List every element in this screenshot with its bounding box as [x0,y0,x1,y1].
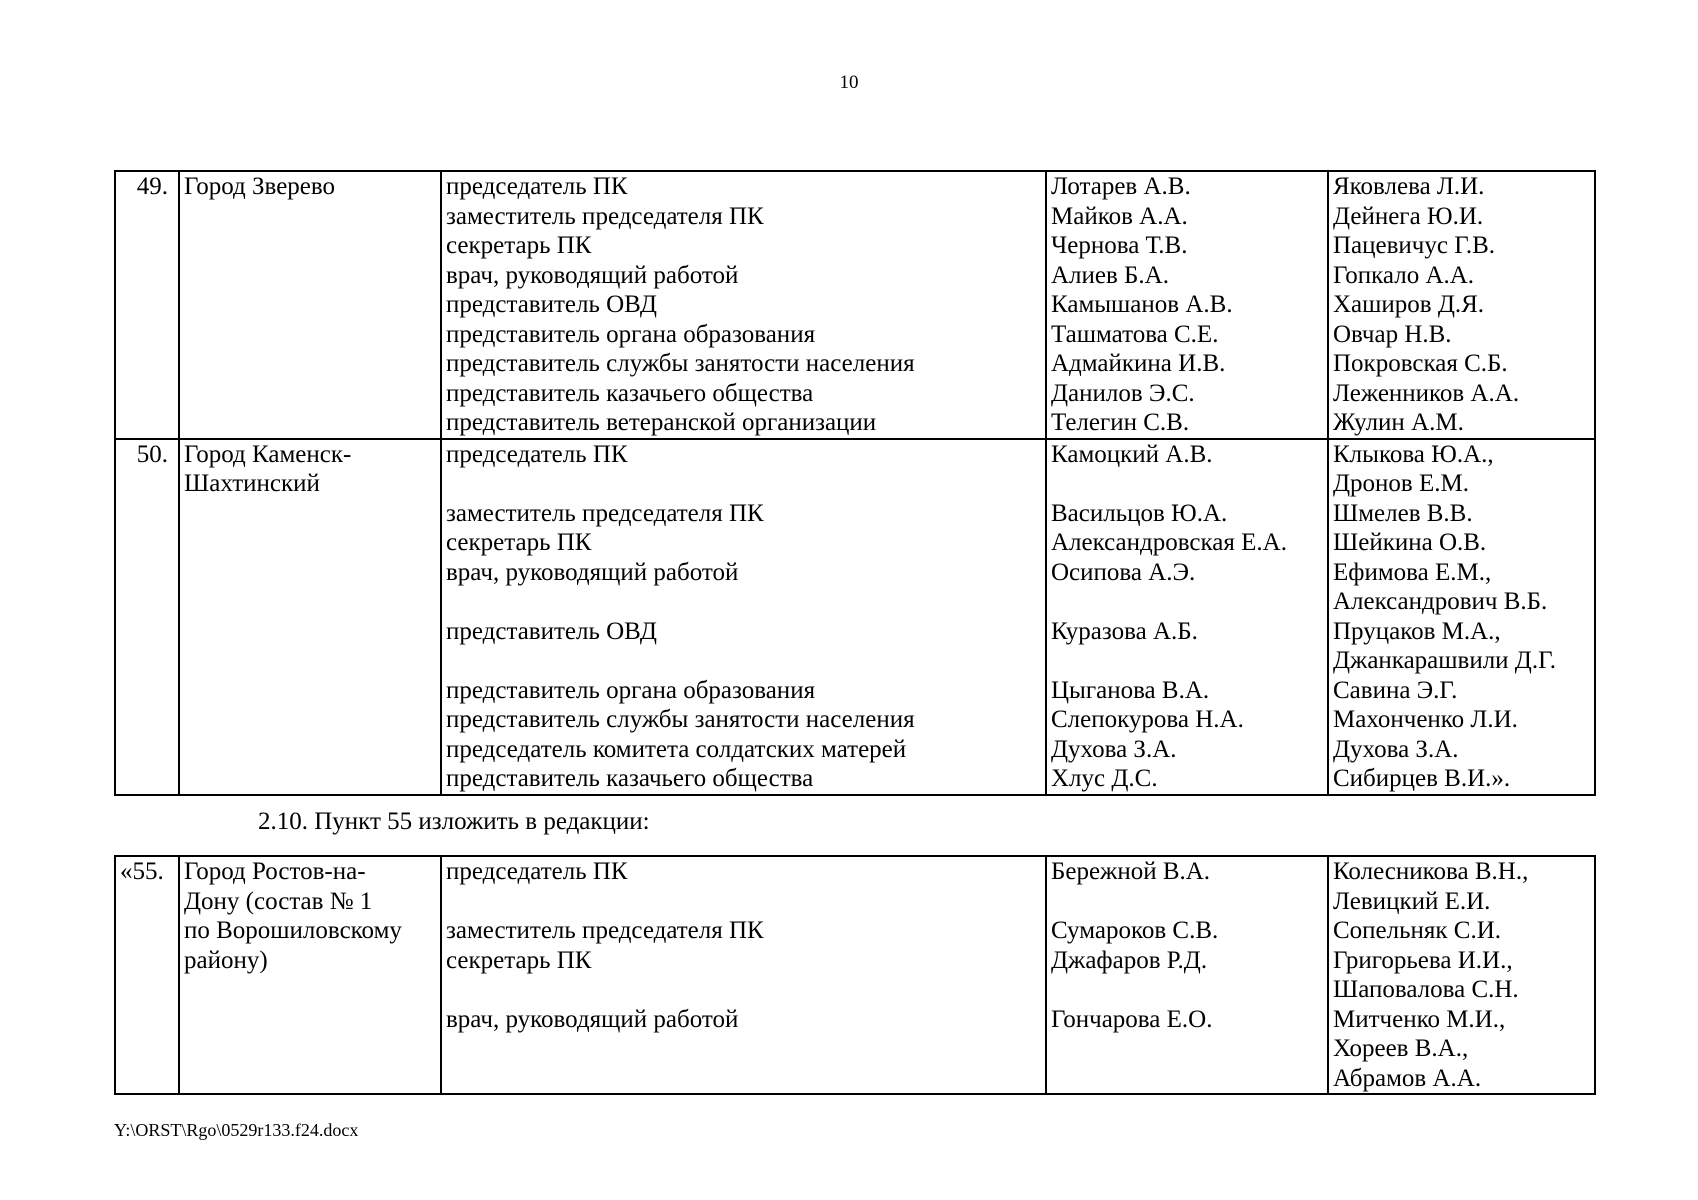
cell-line [446,1034,1041,1064]
reserve-cell [1328,439,1595,795]
cell-line: Шаповалова С.Н. [1333,976,1519,1003]
cell-line [446,587,1041,617]
city-cell [179,856,441,1094]
cell-line: Чернова Т.В. [1051,232,1188,259]
cell-line: заместитель председателя ПК [446,202,764,230]
cell-line: Духова З.А. [1333,735,1459,763]
cell-line [446,975,1041,1005]
cell-line: Сибирцев В.И.». [1333,765,1511,792]
cell-line: представитель казачьего общества [446,379,814,407]
table-row [115,171,1595,439]
cell-line: представитель казачьего общества [446,765,814,792]
row-number: 49. [115,171,179,439]
cell-line: врач, руководящий работой [446,1005,739,1033]
cell-line: Гончарова Е.О. [1051,1005,1213,1033]
row-number: «55. [115,856,179,1094]
cell-line: Осипова А.Э. [1051,558,1196,586]
cell-line: Духова З.А. [1051,735,1177,763]
cell-line: представитель ОВД [446,617,657,645]
table-row [115,856,1595,1094]
commission-table-2 [114,855,1596,1095]
cell-line: Дону (состав № 1 [184,887,373,915]
cell-line: Колесникова В.Н., [1333,858,1529,885]
cell-line: Александровская Е.А. [1051,529,1287,556]
cell-line: Клыкова Ю.А., [1333,440,1494,468]
cell-line: секретарь ПК [446,529,592,556]
cell-line: Махонченко Л.И. [1333,706,1518,733]
cell-line: председатель комитета солдатских матерей [446,735,907,763]
cell-line: Цыганова В.А. [1051,676,1210,704]
role-cell [441,856,1046,1094]
cell-line [1051,975,1323,1005]
cell-line: секретарь ПК [446,232,592,259]
cell-line: Ташматова С.Е. [1051,320,1219,348]
cell-line: председатель ПК [446,173,628,200]
cell-line: Хореев В.А., [1333,1035,1469,1062]
cell-line [1051,646,1323,676]
cell-line: Джафаров Р.Д. [1051,946,1208,974]
cell-line: Шахтинский [184,470,320,497]
cell-line: Алиев Б.А. [1051,261,1169,289]
cell-line: Гопкало А.А. [1333,261,1475,289]
reserve-cell [1328,171,1595,439]
cell-line: Майков А.А. [1051,202,1188,230]
cell-line: секретарь ПК [446,946,592,974]
cell-line: Город Каменск- [184,440,352,468]
cell-line: Покровская С.Б. [1333,350,1508,377]
cell-line: представитель ОВД [446,291,657,318]
cell-line: председатель ПК [446,858,628,885]
cell-line: заместитель председателя ПК [446,499,764,527]
cell-line: Телегин С.В. [1051,409,1190,436]
cell-line: Шейкина О.В. [1333,529,1487,556]
cell-line: району) [184,946,268,974]
row-number: 50. [115,439,179,795]
cell-line: Куразова А.Б. [1051,617,1198,645]
cell-line: Жулин А.М. [1333,409,1464,436]
cell-line [446,646,1041,676]
cell-line: Бережной В.А. [1051,858,1211,885]
cell-line: представитель службы занятости населения [446,706,915,733]
cell-line: Хлус Д.С. [1051,765,1158,792]
cell-line: Камоцкий А.В. [1051,440,1213,468]
cell-line: представитель службы занятости населения [446,350,915,377]
cell-line: Лотарев А.В. [1051,173,1191,200]
cell-line: Хаширов Д.Я. [1333,291,1485,318]
cell-line: представитель ветеранской организации [446,409,877,436]
cell-line [446,887,1041,917]
cell-line: Пацевичус Г.В. [1333,232,1496,259]
cell-line [1051,1034,1323,1064]
city-cell [179,439,441,795]
cell-line: Джанкарашвили Д.Г. [1333,647,1556,674]
cell-line [1051,587,1323,617]
cell-line [1051,887,1323,917]
reserve-cell [1328,856,1595,1094]
city-cell [179,171,441,439]
cell-line [446,1064,1041,1094]
file-path-footer: Y:\ORST\Rgo\0529r133.f24.docx [114,1120,359,1140]
cell-line [446,469,1041,499]
cell-line: врач, руководящий работой [446,261,739,289]
cell-line: Сопельняк С.И. [1333,917,1502,944]
cell-line: Овчар Н.В. [1333,320,1452,348]
cell-line: представитель органа образования [446,676,816,704]
cell-line: представитель органа образования [446,320,816,348]
cell-line: по Ворошиловскому [184,917,402,944]
cell-line: Дронов Е.М. [1333,470,1469,497]
cell-line: Васильцов Ю.А. [1051,499,1228,527]
cell-line: Слепокурова Н.А. [1051,706,1244,733]
cell-line: Пруцаков М.А., [1333,617,1501,645]
cell-line: Данилов Э.С. [1051,379,1195,407]
role-cell [441,439,1046,795]
cell-line [1051,469,1323,499]
cell-line: Сумароков С.В. [1051,917,1219,944]
commission-table-1 [114,170,1596,796]
cell-line: Дейнега Ю.И. [1333,202,1484,230]
page-number: 10 [839,72,859,93]
role-cell [441,171,1046,439]
cell-line: Левицкий Е.И. [1333,887,1491,915]
cell-line: Город Ростов-на- [184,858,366,885]
cell-line: Адмайкина И.В. [1051,350,1226,377]
cell-line: Шмелев В.В. [1333,499,1473,527]
cell-line: Леженников А.А. [1333,379,1520,407]
amendment-paragraph: 2.10. Пункт 55 изложить в редакции: [258,808,650,835]
cell-line: Митченко М.И., [1333,1005,1506,1033]
cell-line [1051,1064,1323,1094]
cell-line: Камышанов А.В. [1051,291,1233,318]
cell-line: Григорьева И.И., [1333,946,1513,974]
cell-line: Город Зверево [184,173,336,200]
cell-line: Абрамов А.А. [1333,1064,1482,1092]
cell-line: врач, руководящий работой [446,558,739,586]
cell-line: Савина Э.Г. [1333,676,1458,704]
table-row [115,439,1595,795]
cell-line: Ефимова Е.М., [1333,558,1492,586]
cell-line: Александрович В.Б. [1333,588,1548,615]
cell-line: Яковлева Л.И. [1333,173,1485,200]
member-cell [1046,439,1328,795]
member-cell [1046,171,1328,439]
cell-line: председатель ПК [446,440,628,468]
cell-line: заместитель председателя ПК [446,917,764,944]
member-cell [1046,856,1328,1094]
